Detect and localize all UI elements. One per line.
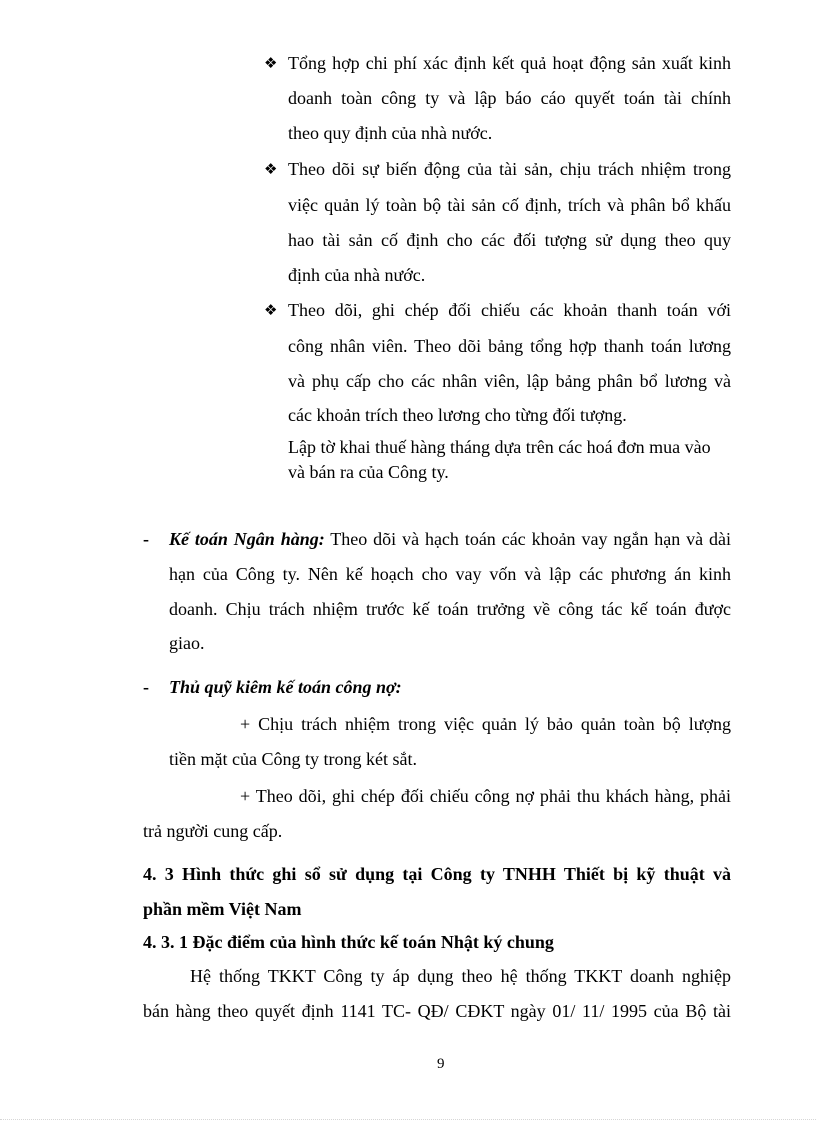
section-heading-line-1: 4. 3 Hình thức ghi sổ sử dụng tại Công ty TNHH Thiết bị kỹ thuật và — [143, 864, 731, 884]
bullet-2-line-4: định của nhà nước. — [288, 265, 426, 285]
bank-line-1 — [169, 528, 731, 550]
bullet-2-line-1: Theo dõi sự biến động của tài sản, chịu trách nhiệm trong — [288, 159, 731, 179]
diamond-bullet-icon: ❖ — [264, 301, 278, 319]
bullet-3-line-2: công nhân viên. Theo dõi bảng tổng hợp thanh toán lương — [288, 336, 731, 356]
bullet-3-line-3: và phụ cấp cho các nhân viên, lập bảng phân bổ lương và — [288, 371, 731, 391]
bank-title: Kế toán Ngân hàng: — [169, 529, 325, 549]
bank-line-4: giao. — [169, 633, 205, 653]
dash-bullet: - — [143, 529, 149, 549]
subsection-heading: 4. 3. 1 Đặc điểm của hình thức kế toán Nhật ký chung — [143, 932, 554, 952]
body-line-2: bán hàng theo quyết định 1141 TC- QĐ/ CĐKT ngày 01/ 11/ 1995 của Bộ tài — [143, 1001, 731, 1021]
bullet-2-line-2: việc quản lý toàn bộ tài sản cố định, trích và phân bổ khấu — [288, 195, 731, 215]
bullet-3-line-4: các khoản trích theo lương cho từng đối tượng. — [288, 405, 627, 425]
section-heading-line-2: phần mềm Việt Nam — [143, 899, 302, 919]
diamond-bullet-icon: ❖ — [264, 54, 278, 72]
body-line-1: Hệ thống TKKT Công ty áp dụng theo hệ thống TKKT doanh nghiệp — [190, 966, 731, 986]
bullet-1-line-3: theo quy định của nhà nước. — [288, 123, 493, 143]
treasurer-title: Thủ quỹ kiêm kế toán công nợ: — [169, 677, 402, 697]
bank-line-3: doanh. Chịu trách nhiệm trước kế toán trưởng về công tác kế toán được — [169, 599, 731, 619]
treasurer-item-2-line-1: + Theo dõi, ghi chép đối chiếu công nợ phải thu khách hàng, phải — [240, 786, 731, 806]
bullet-1-line-1: Tổng hợp chi phí xác định kết quả hoạt động sản xuất kinh — [288, 53, 731, 73]
bullet-3-line-1: Theo dõi, ghi chép đối chiếu các khoản thanh toán với — [288, 300, 731, 320]
dash-bullet: - — [143, 677, 149, 697]
bullet-3-line-5: Lập tờ khai thuế hàng tháng dựa trên các hoá đơn mua vào — [288, 437, 711, 457]
treasurer-item-1-line-2: tiền mặt của Công ty trong két sắt. — [169, 749, 417, 769]
treasurer-item-1-line-1: + Chịu trách nhiệm trong việc quản lý bảo quản toàn bộ lượng — [240, 714, 731, 734]
diamond-bullet-icon: ❖ — [264, 160, 278, 178]
bullet-1-line-2: doanh toàn công ty và lập báo cáo quyết toán tài chính — [288, 88, 731, 108]
bullet-2-line-3: hao tài sản cố định cho các đối tượng sử dụng theo quy — [288, 230, 731, 250]
bullet-3-line-6: và bán ra của Công ty. — [288, 462, 449, 482]
bank-line-2: hạn của Công ty. Nên kế hoạch cho vay vốn và lập các phương án kinh — [169, 564, 731, 584]
page-bottom-divider — [0, 1119, 816, 1120]
page-number: 9 — [437, 1056, 445, 1072]
treasurer-item-2-line-2: trả người cung cấp. — [143, 821, 283, 841]
bank-first-line-text: Theo dõi và hạch toán các khoản vay ngắn hạn và dài — [324, 529, 731, 549]
